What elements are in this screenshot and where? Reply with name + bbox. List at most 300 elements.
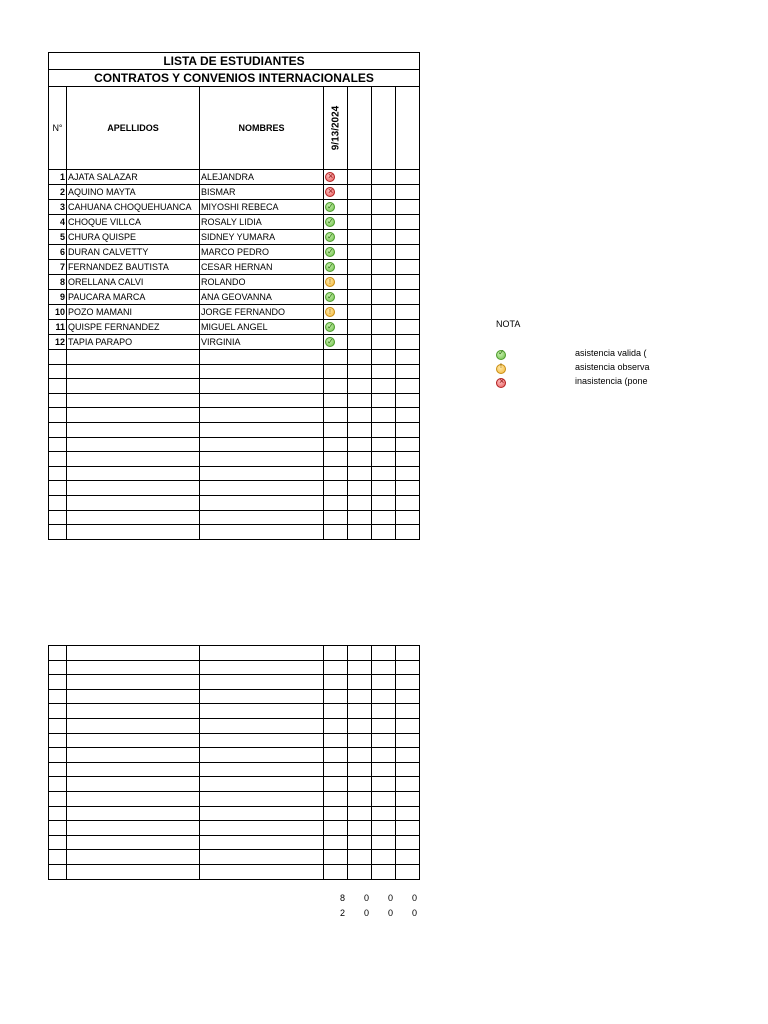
total-cell[interactable]: 0	[387, 893, 393, 903]
attendance-cell[interactable]	[324, 290, 348, 305]
empty-cell[interactable]	[396, 495, 420, 510]
empty-cell[interactable]	[396, 437, 420, 452]
empty-cell[interactable]	[372, 689, 396, 704]
attendance-cell[interactable]	[324, 230, 348, 245]
empty-cell[interactable]	[396, 320, 420, 335]
legend-valida-text[interactable]: asistencia valida (	[575, 348, 647, 358]
empty-cell[interactable]	[372, 452, 396, 467]
header-apellidos[interactable]: APELLIDOS	[67, 87, 200, 170]
empty-cell[interactable]	[324, 364, 348, 379]
attendance-cell[interactable]	[324, 200, 348, 215]
student-num[interactable]: 6	[49, 245, 67, 260]
empty-cell[interactable]	[324, 675, 348, 690]
student-apellidos[interactable]: CHURA QUISPE	[67, 230, 200, 245]
empty-cell[interactable]	[348, 170, 372, 185]
header-nombres[interactable]: NOMBRES	[200, 87, 324, 170]
empty-cell[interactable]	[324, 748, 348, 763]
empty-cell[interactable]	[200, 452, 324, 467]
total-cell[interactable]: 0	[387, 908, 393, 918]
empty-cell[interactable]	[396, 335, 420, 350]
empty-cell[interactable]	[324, 850, 348, 865]
empty-cell[interactable]	[396, 762, 420, 777]
empty-cell[interactable]	[348, 215, 372, 230]
attendance-cell[interactable]	[324, 260, 348, 275]
empty-cell[interactable]	[200, 525, 324, 540]
empty-cell[interactable]	[324, 689, 348, 704]
empty-cell[interactable]	[324, 379, 348, 394]
student-nombres[interactable]: ROLANDO	[200, 275, 324, 290]
empty-cell[interactable]	[396, 275, 420, 290]
empty-cell[interactable]	[396, 260, 420, 275]
empty-cell[interactable]	[396, 864, 420, 879]
empty-cell[interactable]	[396, 230, 420, 245]
empty-cell[interactable]	[396, 646, 420, 661]
empty-cell[interactable]	[396, 290, 420, 305]
total-cell[interactable]: 0	[411, 893, 417, 903]
empty-cell[interactable]	[348, 452, 372, 467]
student-num[interactable]: 7	[49, 260, 67, 275]
legend-inasistencia-text[interactable]: inasistencia (pone	[575, 376, 648, 386]
student-nombres[interactable]: MIYOSHI REBECA	[200, 200, 324, 215]
student-apellidos[interactable]: TAPIA PARAPO	[67, 335, 200, 350]
empty-cell[interactable]	[200, 408, 324, 423]
empty-cell[interactable]	[67, 525, 200, 540]
empty-cell[interactable]	[348, 481, 372, 496]
empty-cell[interactable]	[324, 791, 348, 806]
empty-cell[interactable]	[372, 481, 396, 496]
student-num[interactable]: 5	[49, 230, 67, 245]
empty-cell[interactable]	[372, 495, 396, 510]
empty-cell[interactable]	[49, 791, 67, 806]
empty-cell[interactable]	[372, 170, 396, 185]
empty-cell[interactable]	[348, 437, 372, 452]
empty-cell[interactable]	[67, 835, 200, 850]
empty-cell[interactable]	[324, 733, 348, 748]
empty-cell[interactable]	[348, 835, 372, 850]
empty-cell[interactable]	[49, 481, 67, 496]
empty-cell[interactable]	[49, 350, 67, 365]
empty-cell[interactable]	[372, 646, 396, 661]
empty-cell[interactable]	[67, 466, 200, 481]
empty-cell[interactable]	[372, 864, 396, 879]
student-nombres[interactable]: CESAR HERNAN	[200, 260, 324, 275]
empty-cell[interactable]	[49, 495, 67, 510]
empty-cell[interactable]	[348, 335, 372, 350]
empty-cell[interactable]	[49, 864, 67, 879]
empty-cell[interactable]	[396, 525, 420, 540]
header-empty-cell[interactable]	[396, 87, 420, 170]
empty-cell[interactable]	[348, 305, 372, 320]
empty-cell[interactable]	[324, 646, 348, 661]
empty-cell[interactable]	[200, 791, 324, 806]
empty-cell[interactable]	[67, 364, 200, 379]
empty-cell[interactable]	[200, 821, 324, 836]
empty-cell[interactable]	[49, 718, 67, 733]
empty-cell[interactable]	[396, 305, 420, 320]
empty-cell[interactable]	[324, 525, 348, 540]
student-num[interactable]: 11	[49, 320, 67, 335]
legend-observada-text[interactable]: asistencia observa	[575, 362, 650, 372]
student-nombres[interactable]: BISMAR	[200, 185, 324, 200]
student-apellidos[interactable]: CAHUANA CHOQUEHUANCA	[67, 200, 200, 215]
empty-cell[interactable]	[49, 510, 67, 525]
empty-cell[interactable]	[348, 718, 372, 733]
empty-cell[interactable]	[200, 718, 324, 733]
empty-cell[interactable]	[396, 777, 420, 792]
empty-cell[interactable]	[324, 762, 348, 777]
empty-cell[interactable]	[396, 510, 420, 525]
empty-cell[interactable]	[348, 821, 372, 836]
empty-cell[interactable]	[348, 200, 372, 215]
empty-cell[interactable]	[49, 762, 67, 777]
empty-cell[interactable]	[49, 806, 67, 821]
total-cell[interactable]: 0	[363, 908, 369, 918]
empty-cell[interactable]	[396, 452, 420, 467]
empty-cell[interactable]	[372, 850, 396, 865]
empty-cell[interactable]	[348, 364, 372, 379]
empty-cell[interactable]	[200, 350, 324, 365]
empty-cell[interactable]	[396, 364, 420, 379]
header-empty-cell[interactable]	[372, 87, 396, 170]
empty-cell[interactable]	[67, 762, 200, 777]
empty-cell[interactable]	[49, 850, 67, 865]
empty-cell[interactable]	[67, 791, 200, 806]
empty-cell[interactable]	[348, 185, 372, 200]
empty-cell[interactable]	[324, 510, 348, 525]
student-num[interactable]: 12	[49, 335, 67, 350]
attendance-cell[interactable]	[324, 170, 348, 185]
empty-cell[interactable]	[67, 646, 200, 661]
empty-cell[interactable]	[67, 864, 200, 879]
empty-cell[interactable]	[372, 748, 396, 763]
empty-cell[interactable]	[49, 364, 67, 379]
empty-cell[interactable]	[49, 437, 67, 452]
empty-cell[interactable]	[200, 835, 324, 850]
empty-cell[interactable]	[348, 791, 372, 806]
empty-cell[interactable]	[348, 245, 372, 260]
student-nombres[interactable]: JORGE FERNANDO	[200, 305, 324, 320]
attendance-cell[interactable]	[324, 215, 348, 230]
empty-cell[interactable]	[324, 452, 348, 467]
empty-cell[interactable]	[348, 850, 372, 865]
student-num[interactable]: 9	[49, 290, 67, 305]
empty-cell[interactable]	[67, 379, 200, 394]
empty-cell[interactable]	[372, 733, 396, 748]
empty-cell[interactable]	[324, 806, 348, 821]
attendance-cell[interactable]	[324, 335, 348, 350]
empty-cell[interactable]	[200, 466, 324, 481]
empty-cell[interactable]	[67, 806, 200, 821]
empty-cell[interactable]	[67, 733, 200, 748]
empty-cell[interactable]	[49, 646, 67, 661]
empty-cell[interactable]	[372, 275, 396, 290]
empty-cell[interactable]	[372, 305, 396, 320]
empty-cell[interactable]	[200, 660, 324, 675]
empty-cell[interactable]	[49, 835, 67, 850]
empty-cell[interactable]	[396, 748, 420, 763]
empty-cell[interactable]	[348, 689, 372, 704]
empty-cell[interactable]	[348, 393, 372, 408]
attendance-cell[interactable]	[324, 305, 348, 320]
empty-cell[interactable]	[324, 835, 348, 850]
empty-cell[interactable]	[49, 379, 67, 394]
empty-cell[interactable]	[67, 821, 200, 836]
empty-cell[interactable]	[372, 791, 396, 806]
student-nombres[interactable]: ALEJANDRA	[200, 170, 324, 185]
empty-cell[interactable]	[324, 466, 348, 481]
total-cell[interactable]: 2	[339, 908, 345, 918]
total-cell[interactable]: 8	[339, 893, 345, 903]
empty-cell[interactable]	[372, 335, 396, 350]
header-date-cell[interactable]	[324, 87, 348, 170]
header-num[interactable]: N°	[49, 87, 67, 170]
empty-cell[interactable]	[67, 481, 200, 496]
student-nombres[interactable]: ANA GEOVANNA	[200, 290, 324, 305]
empty-cell[interactable]	[396, 408, 420, 423]
empty-cell[interactable]	[67, 777, 200, 792]
student-apellidos[interactable]: CHOQUE VILLCA	[67, 215, 200, 230]
empty-cell[interactable]	[67, 510, 200, 525]
empty-cell[interactable]	[49, 422, 67, 437]
empty-cell[interactable]	[372, 660, 396, 675]
empty-cell[interactable]	[200, 422, 324, 437]
student-num[interactable]: 2	[49, 185, 67, 200]
empty-cell[interactable]	[372, 364, 396, 379]
empty-cell[interactable]	[200, 762, 324, 777]
empty-cell[interactable]	[200, 379, 324, 394]
empty-cell[interactable]	[348, 379, 372, 394]
empty-cell[interactable]	[324, 481, 348, 496]
empty-cell[interactable]	[348, 408, 372, 423]
empty-cell[interactable]	[324, 660, 348, 675]
empty-cell[interactable]	[49, 408, 67, 423]
empty-cell[interactable]	[67, 850, 200, 865]
student-apellidos[interactable]: POZO MAMANI	[67, 305, 200, 320]
empty-cell[interactable]	[372, 393, 396, 408]
empty-cell[interactable]	[348, 864, 372, 879]
empty-cell[interactable]	[396, 481, 420, 496]
empty-cell[interactable]	[200, 689, 324, 704]
empty-cell[interactable]	[396, 422, 420, 437]
empty-cell[interactable]	[348, 350, 372, 365]
empty-cell[interactable]	[396, 215, 420, 230]
empty-cell[interactable]	[67, 393, 200, 408]
empty-cell[interactable]	[324, 777, 348, 792]
empty-cell[interactable]	[396, 379, 420, 394]
empty-cell[interactable]	[372, 408, 396, 423]
empty-cell[interactable]	[396, 791, 420, 806]
empty-cell[interactable]	[348, 260, 372, 275]
empty-cell[interactable]	[372, 379, 396, 394]
empty-cell[interactable]	[372, 525, 396, 540]
empty-cell[interactable]	[372, 821, 396, 836]
student-nombres[interactable]: SIDNEY YUMARA	[200, 230, 324, 245]
empty-cell[interactable]	[372, 422, 396, 437]
empty-cell[interactable]	[372, 777, 396, 792]
empty-cell[interactable]	[372, 762, 396, 777]
empty-cell[interactable]	[67, 675, 200, 690]
empty-cell[interactable]	[348, 675, 372, 690]
empty-cell[interactable]	[348, 646, 372, 661]
empty-cell[interactable]	[372, 437, 396, 452]
total-cell[interactable]: 0	[411, 908, 417, 918]
empty-cell[interactable]	[372, 718, 396, 733]
empty-cell[interactable]	[372, 704, 396, 719]
attendance-cell[interactable]	[324, 185, 348, 200]
empty-cell[interactable]	[348, 422, 372, 437]
empty-cell[interactable]	[49, 821, 67, 836]
student-num[interactable]: 4	[49, 215, 67, 230]
empty-cell[interactable]	[372, 350, 396, 365]
student-apellidos[interactable]: QUISPE FERNANDEZ	[67, 320, 200, 335]
empty-cell[interactable]	[324, 495, 348, 510]
empty-cell[interactable]	[200, 777, 324, 792]
empty-cell[interactable]	[200, 864, 324, 879]
empty-cell[interactable]	[348, 495, 372, 510]
student-apellidos[interactable]: AJATA SALAZAR	[67, 170, 200, 185]
empty-cell[interactable]	[372, 320, 396, 335]
attendance-cell[interactable]	[324, 320, 348, 335]
empty-cell[interactable]	[67, 718, 200, 733]
empty-cell[interactable]	[372, 466, 396, 481]
nota-label[interactable]: NOTA	[496, 319, 521, 329]
empty-cell[interactable]	[396, 675, 420, 690]
empty-cell[interactable]	[348, 748, 372, 763]
empty-cell[interactable]	[200, 850, 324, 865]
student-apellidos[interactable]: PAUCARA MARCA	[67, 290, 200, 305]
student-num[interactable]: 8	[49, 275, 67, 290]
empty-cell[interactable]	[348, 275, 372, 290]
empty-cell[interactable]	[200, 704, 324, 719]
empty-cell[interactable]	[67, 660, 200, 675]
empty-cell[interactable]	[324, 408, 348, 423]
student-num[interactable]: 3	[49, 200, 67, 215]
empty-cell[interactable]	[49, 466, 67, 481]
empty-cell[interactable]	[49, 689, 67, 704]
empty-cell[interactable]	[396, 200, 420, 215]
empty-cell[interactable]	[324, 393, 348, 408]
empty-cell[interactable]	[372, 806, 396, 821]
empty-cell[interactable]	[348, 660, 372, 675]
student-nombres[interactable]: MIGUEL ANGEL	[200, 320, 324, 335]
empty-cell[interactable]	[396, 806, 420, 821]
empty-cell[interactable]	[200, 748, 324, 763]
empty-cell[interactable]	[49, 452, 67, 467]
empty-cell[interactable]	[348, 762, 372, 777]
empty-cell[interactable]	[396, 393, 420, 408]
empty-cell[interactable]	[372, 510, 396, 525]
total-cell[interactable]: 0	[363, 893, 369, 903]
empty-cell[interactable]	[348, 704, 372, 719]
empty-cell[interactable]	[200, 646, 324, 661]
empty-cell[interactable]	[200, 806, 324, 821]
sheet-subtitle[interactable]: CONTRATOS Y CONVENIOS INTERNACIONALES	[49, 70, 420, 87]
empty-cell[interactable]	[49, 660, 67, 675]
empty-cell[interactable]	[67, 350, 200, 365]
empty-cell[interactable]	[324, 704, 348, 719]
empty-cell[interactable]	[372, 185, 396, 200]
empty-cell[interactable]	[372, 215, 396, 230]
empty-cell[interactable]	[348, 290, 372, 305]
empty-cell[interactable]	[200, 437, 324, 452]
header-empty-cell[interactable]	[348, 87, 372, 170]
empty-cell[interactable]	[396, 718, 420, 733]
empty-cell[interactable]	[396, 185, 420, 200]
empty-cell[interactable]	[372, 230, 396, 245]
empty-cell[interactable]	[49, 525, 67, 540]
empty-cell[interactable]	[396, 466, 420, 481]
empty-cell[interactable]	[49, 777, 67, 792]
student-apellidos[interactable]: FERNANDEZ BAUTISTA	[67, 260, 200, 275]
empty-cell[interactable]	[396, 835, 420, 850]
empty-cell[interactable]	[200, 393, 324, 408]
empty-cell[interactable]	[49, 748, 67, 763]
empty-cell[interactable]	[372, 675, 396, 690]
empty-cell[interactable]	[200, 481, 324, 496]
student-nombres[interactable]: VIRGINIA	[200, 335, 324, 350]
empty-cell[interactable]	[324, 821, 348, 836]
empty-cell[interactable]	[67, 422, 200, 437]
empty-cell[interactable]	[200, 733, 324, 748]
empty-cell[interactable]	[200, 364, 324, 379]
empty-cell[interactable]	[396, 850, 420, 865]
student-nombres[interactable]: MARCO PEDRO	[200, 245, 324, 260]
empty-cell[interactable]	[67, 689, 200, 704]
empty-cell[interactable]	[396, 350, 420, 365]
empty-cell[interactable]	[396, 733, 420, 748]
empty-cell[interactable]	[324, 718, 348, 733]
empty-cell[interactable]	[348, 733, 372, 748]
empty-cell[interactable]	[324, 350, 348, 365]
empty-cell[interactable]	[348, 510, 372, 525]
empty-cell[interactable]	[348, 320, 372, 335]
empty-cell[interactable]	[348, 466, 372, 481]
empty-cell[interactable]	[396, 660, 420, 675]
empty-cell[interactable]	[200, 495, 324, 510]
student-apellidos[interactable]: AQUINO MAYTA	[67, 185, 200, 200]
empty-cell[interactable]	[200, 510, 324, 525]
empty-cell[interactable]	[396, 170, 420, 185]
empty-cell[interactable]	[396, 689, 420, 704]
empty-cell[interactable]	[372, 260, 396, 275]
empty-cell[interactable]	[396, 704, 420, 719]
student-apellidos[interactable]: DURAN CALVETTY	[67, 245, 200, 260]
empty-cell[interactable]	[49, 704, 67, 719]
empty-cell[interactable]	[67, 495, 200, 510]
empty-cell[interactable]	[67, 748, 200, 763]
empty-cell[interactable]	[67, 408, 200, 423]
empty-cell[interactable]	[372, 245, 396, 260]
empty-cell[interactable]	[324, 422, 348, 437]
empty-cell[interactable]	[372, 290, 396, 305]
empty-cell[interactable]	[49, 393, 67, 408]
empty-cell[interactable]	[348, 525, 372, 540]
student-nombres[interactable]: ROSALY LIDIA	[200, 215, 324, 230]
empty-cell[interactable]	[396, 821, 420, 836]
attendance-cell[interactable]	[324, 245, 348, 260]
empty-cell[interactable]	[49, 733, 67, 748]
empty-cell[interactable]	[67, 704, 200, 719]
empty-cell[interactable]	[49, 675, 67, 690]
sheet-title[interactable]: LISTA DE ESTUDIANTES	[49, 53, 420, 70]
empty-cell[interactable]	[67, 452, 200, 467]
empty-cell[interactable]	[324, 437, 348, 452]
student-num[interactable]: 1	[49, 170, 67, 185]
empty-cell[interactable]	[67, 437, 200, 452]
empty-cell[interactable]	[324, 864, 348, 879]
empty-cell[interactable]	[200, 675, 324, 690]
empty-cell[interactable]	[348, 806, 372, 821]
